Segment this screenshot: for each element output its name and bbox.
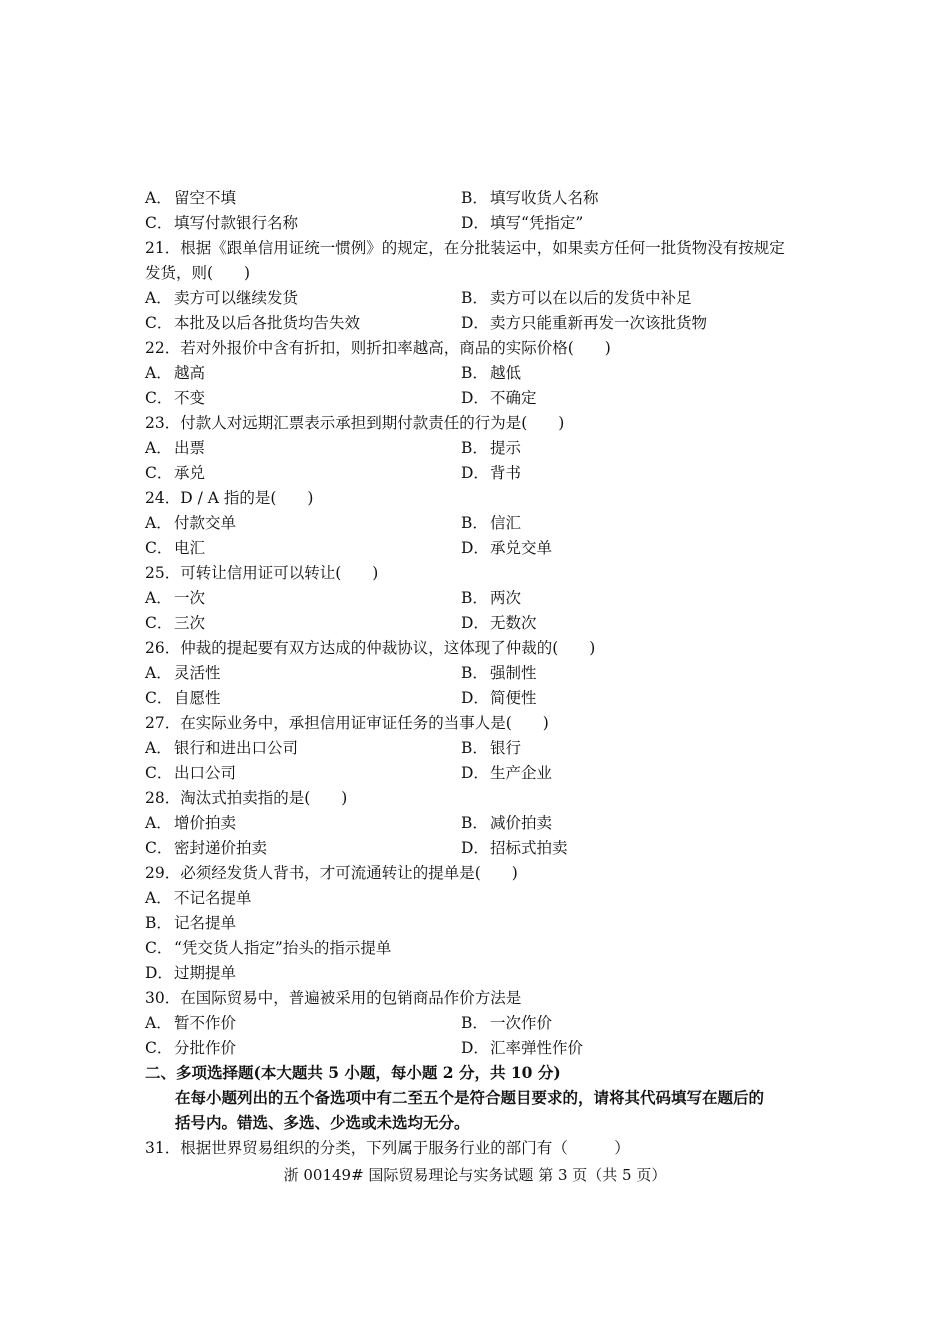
option-row	[145, 1036, 815, 1060]
option-row	[145, 511, 815, 535]
section-2-heading: 二、多项选择题(本大题共 5 小题，每小题 2 分，共 10 分)	[145, 1063, 561, 1082]
option-row	[145, 586, 815, 610]
option-c: C． 填写付款银行名称	[145, 214, 299, 232]
option-d: D．卖方只能重新再发一次该批货物	[461, 314, 708, 332]
option-b: B． 一次作价	[461, 1014, 553, 1032]
option-row	[145, 611, 815, 635]
option-row	[145, 361, 815, 385]
question-24-stem: 24．D / A 指的是( )	[145, 489, 314, 507]
question-22-stem: 22．若对外报价中含有折扣，则折扣率越高，商品的实际价格( )	[145, 339, 611, 357]
question-27-stem: 27．在实际业务中，承担信用证审证任务的当事人是( )	[145, 714, 549, 732]
option-a: A． 出票	[145, 439, 206, 457]
option-b: B． 卖方可以在以后的发货中补足	[461, 289, 692, 307]
option-row	[145, 1011, 815, 1035]
question-31-stem: 31．根据世界贸易组织的分类，下列属于服务行业的部门有（ ）	[145, 1139, 630, 1157]
option-b: B． 强制性	[461, 664, 537, 682]
option-d: D．生产企业	[461, 764, 553, 782]
option-d: D．简便性	[461, 689, 537, 707]
option-d: D．过期提单	[145, 964, 237, 982]
option-a: A． 付款交单	[145, 514, 237, 532]
option-row	[145, 211, 815, 235]
section-2-instructions: 在每小题列出的五个备选项中有二至五个是符合题目要求的，请将其代码填写在题后的	[175, 1088, 765, 1107]
option-d: D．不确定	[461, 389, 537, 407]
option-d: D．无数次	[461, 614, 537, 632]
option-row	[145, 736, 815, 760]
question-21-stem-cont: 发货，则( )	[145, 264, 251, 282]
option-a: A． 灵活性	[145, 664, 221, 682]
question-21-stem: 21．根据《跟单信用证统一惯例》的规定，在分批装运中，如果卖方任何一批货物没有按规定	[145, 239, 785, 257]
question-29-stem: 29．必须经发货人背书，才可流通转让的提单是( )	[145, 864, 518, 882]
option-row	[145, 386, 815, 410]
question-25-stem: 25．可转让信用证可以转让( )	[145, 564, 379, 582]
option-d: D．招标式拍卖	[461, 839, 568, 857]
option-row	[145, 661, 815, 685]
option-b: B． 记名提单	[145, 914, 237, 932]
option-c: C． 自愿性	[145, 689, 221, 707]
option-c: C． 承兑	[145, 464, 206, 482]
option-a: A． 不记名提单	[145, 889, 252, 907]
option-b: B． 填写收货人名称	[461, 189, 599, 207]
option-c: C． 不变	[145, 389, 206, 407]
option-a: A． 银行和进出口公司	[145, 739, 299, 757]
page-footer: 浙 00149# 国际贸易理论与实务试题 第 3 页（共 5 页）	[283, 1166, 667, 1184]
option-b: B． 减价拍卖	[461, 814, 553, 832]
option-c: C． “凭交货人指定”抬头的指示提单	[145, 939, 392, 957]
option-c: C． 分批作价	[145, 1039, 237, 1057]
option-c: C． 三次	[145, 614, 206, 632]
option-d: D．承兑交单	[461, 539, 553, 557]
option-row	[145, 686, 815, 710]
option-row	[145, 811, 815, 835]
option-d: D．背书	[461, 464, 522, 482]
option-row	[145, 536, 815, 560]
option-c: C． 电汇	[145, 539, 206, 557]
option-row	[145, 286, 815, 310]
option-row	[145, 311, 815, 335]
option-a: A． 留空不填	[145, 189, 237, 207]
option-b: B． 信汇	[461, 514, 522, 532]
question-23-stem: 23．付款人对远期汇票表示承担到期付款责任的行为是( )	[145, 414, 565, 432]
option-b: B． 两次	[461, 589, 522, 607]
option-row	[145, 836, 815, 860]
option-a: A． 暂不作价	[145, 1014, 237, 1032]
option-row	[145, 761, 815, 785]
option-a: A． 增价拍卖	[145, 814, 237, 832]
option-d: D．填写“凭指定”	[461, 214, 584, 232]
option-c: C． 本批及以后各批货均告失效	[145, 314, 361, 332]
question-30-stem: 30．在国际贸易中，普遍被采用的包销商品作价方法是	[145, 989, 522, 1007]
option-b: B． 提示	[461, 439, 522, 457]
option-a: A． 越高	[145, 364, 206, 382]
option-d: D．汇率弹性作价	[461, 1039, 584, 1057]
option-a: A． 一次	[145, 589, 206, 607]
option-row	[145, 436, 815, 460]
option-c: C． 出口公司	[145, 764, 237, 782]
question-28-stem: 28．淘汰式拍卖指的是( )	[145, 789, 348, 807]
option-c: C． 密封递价拍卖	[145, 839, 268, 857]
option-b: B． 银行	[461, 739, 522, 757]
option-a: A． 卖方可以继续发货	[145, 289, 299, 307]
option-row	[145, 461, 815, 485]
section-2-instructions-cont: 括号内。错选、多选、少选或未选均无分。	[175, 1113, 470, 1132]
option-row	[145, 186, 815, 210]
option-b: B． 越低	[461, 364, 522, 382]
question-26-stem: 26．仲裁的提起要有双方达成的仲裁协议，这体现了仲裁的( )	[145, 639, 596, 657]
